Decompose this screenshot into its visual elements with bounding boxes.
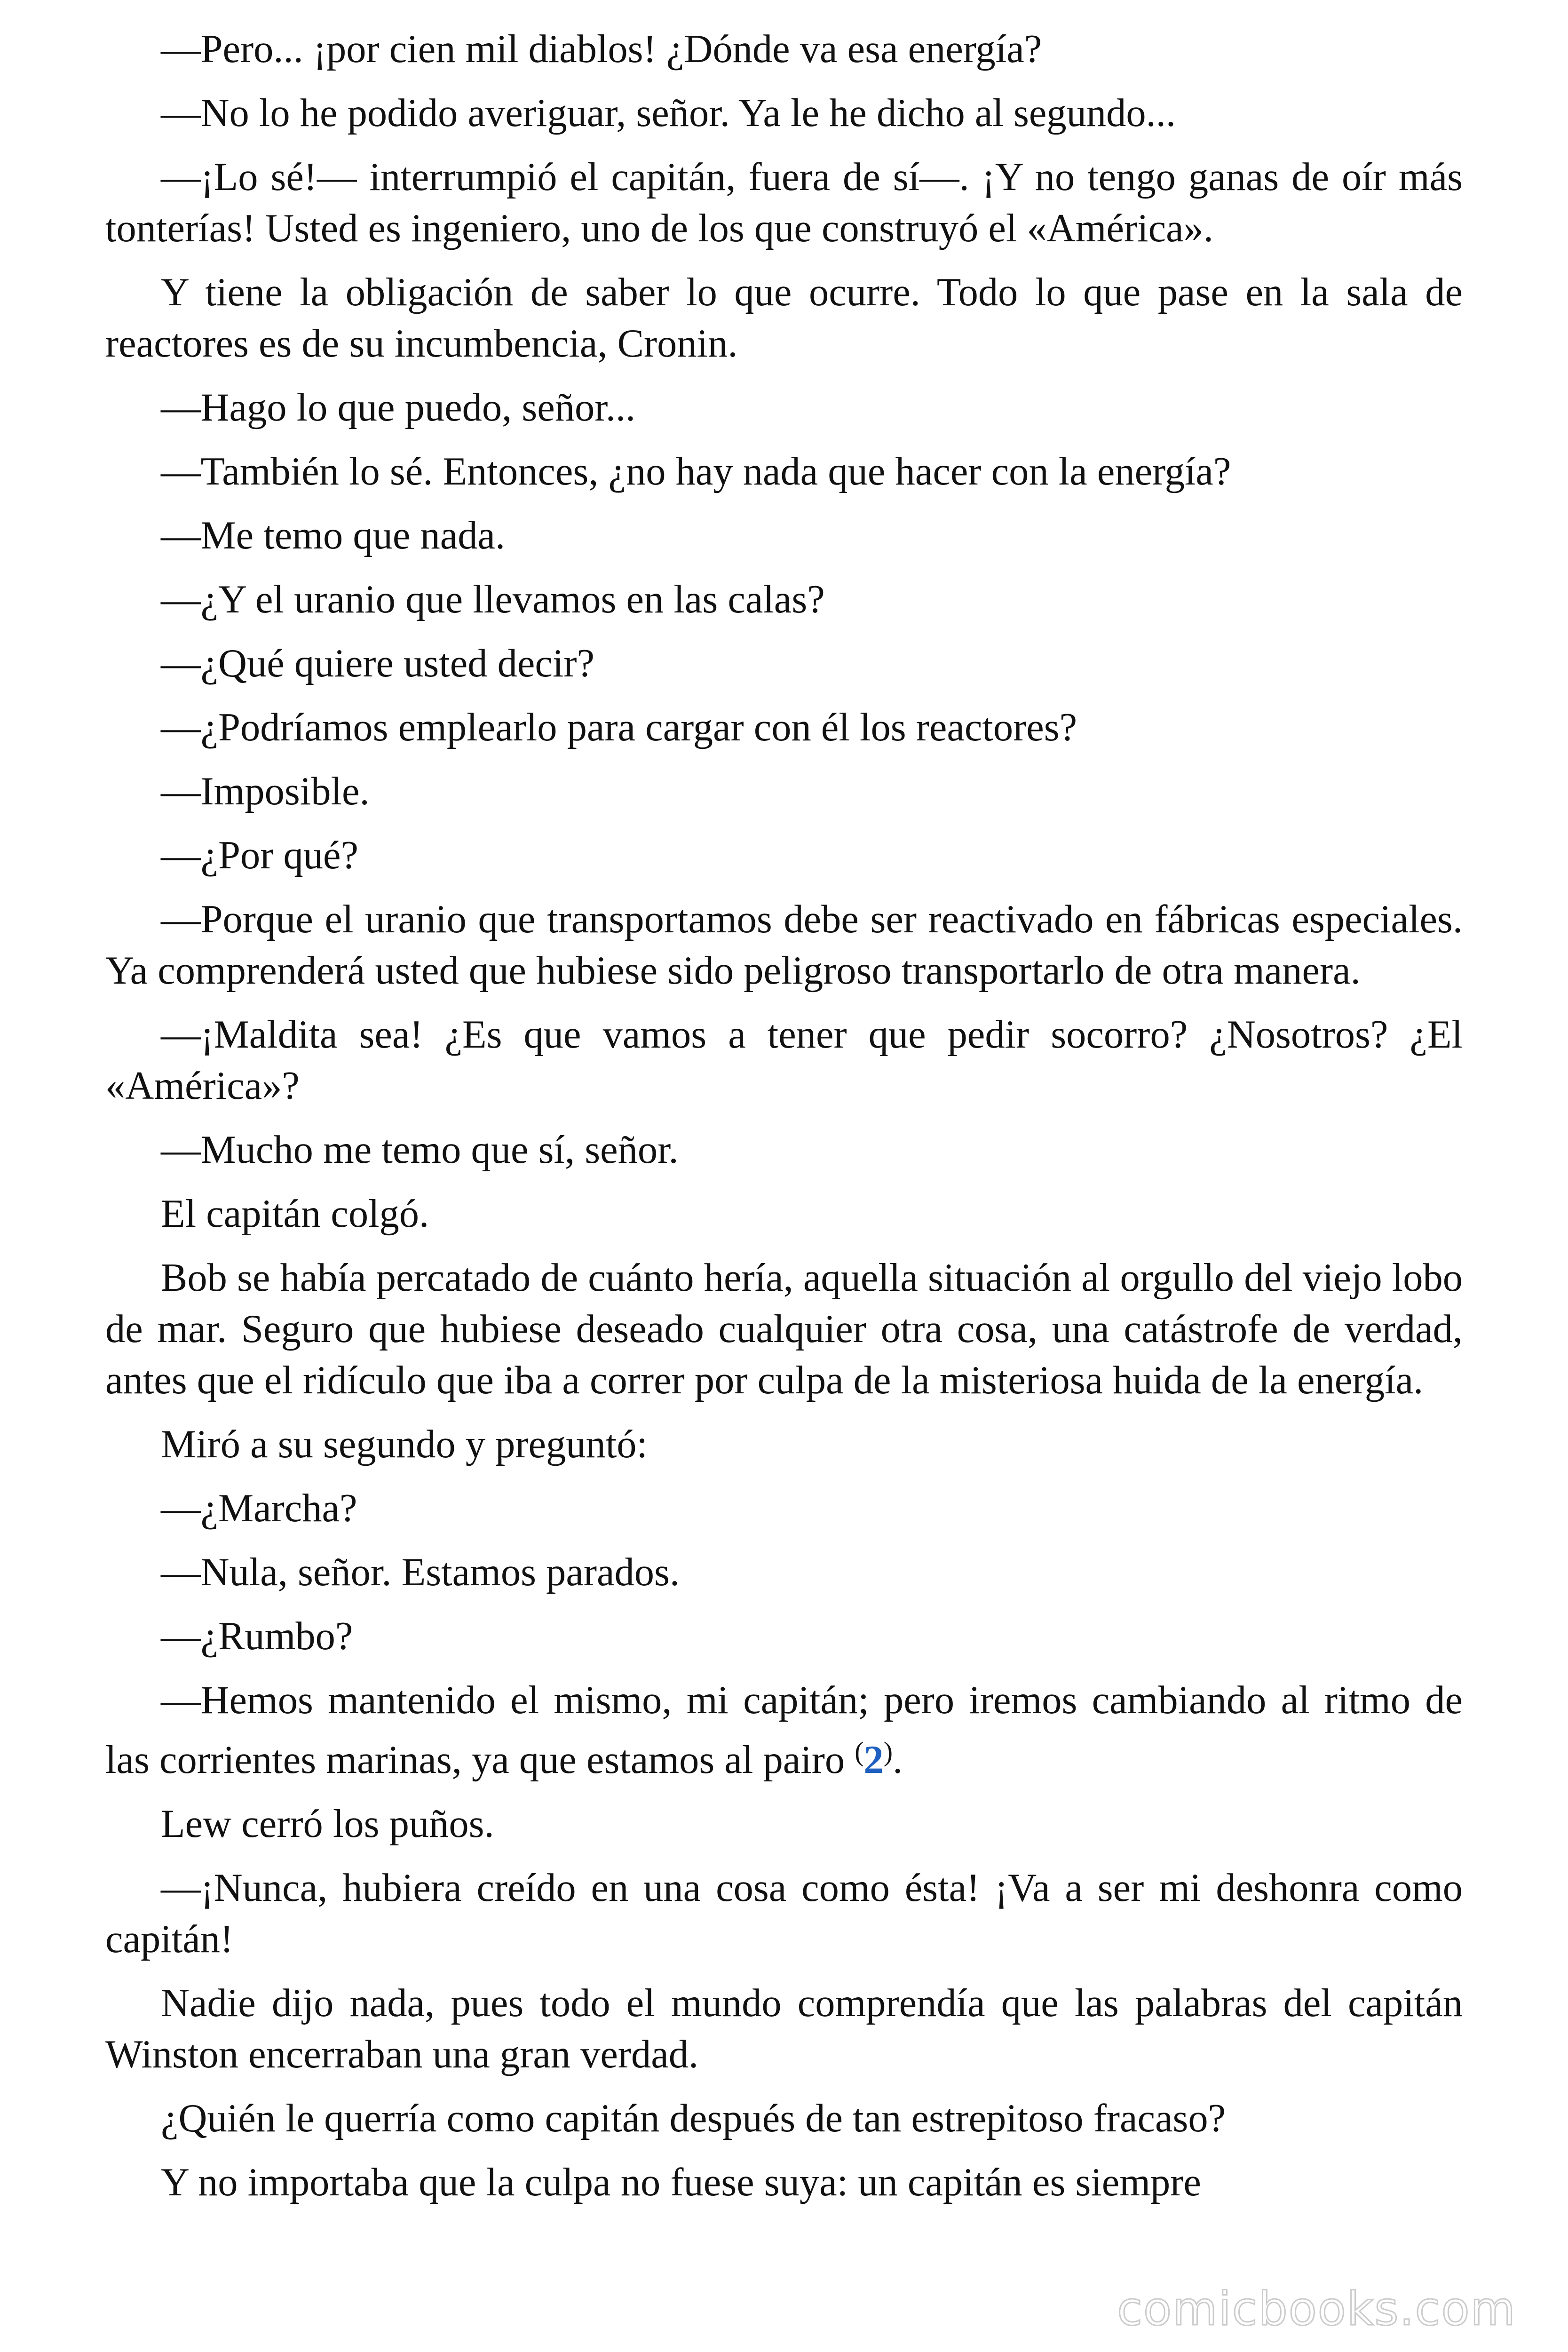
- paragraph: —Me temo que nada.: [161, 514, 506, 557]
- paragraph: —¡Lo sé!— interrumpió el capitán, fuera de sí—. ¡Y no tengo ganas de oír más tonterías! Usted es ingeniero, uno de los que construyó el «América».: [105, 155, 1463, 250]
- watermark: comicbooks.com: [1117, 2282, 1516, 2336]
- page-body: [105, 24, 1463, 2221]
- paragraph: —No lo he podido averiguar, señor. Ya le he dicho al segundo...: [161, 91, 1176, 135]
- paragraph: —Mucho me temo que sí, señor.: [161, 1128, 679, 1172]
- paragraph: Nadie dijo nada, pues todo el mundo comprendía que las palabras del capitán Winston encerraban una gran verdad.: [105, 1981, 1463, 2076]
- paragraph-with-footnote: [105, 1675, 1463, 1786]
- paragraph: —¿Podríamos emplearlo para cargar con él los reactores?: [161, 706, 1077, 749]
- paragraph: —Imposible.: [161, 770, 370, 813]
- paragraph: —¿Marcha?: [161, 1486, 357, 1530]
- paragraph: —¡Maldita sea! ¿Es que vamos a tener que pedir socorro? ¿Nosotros? ¿El «América»?: [105, 1013, 1463, 1108]
- paragraph: —¿Por qué?: [161, 834, 359, 877]
- paragraph: —Pero... ¡por cien mil diablos! ¿Dónde va esa energía?: [161, 27, 1042, 71]
- footnote-close-paren: ): [883, 1736, 893, 1767]
- footnote-open-paren: (: [855, 1736, 864, 1767]
- paragraph: —¿Rumbo?: [161, 1614, 353, 1658]
- paragraph: ¿Quién le querría como capitán después de tan estrepitoso fracaso?: [161, 2097, 1226, 2140]
- paragraph: Y tiene la obligación de saber lo que ocurre. Todo lo que pase en la sala de reactores es de su incumbencia, Cronin.: [105, 270, 1463, 366]
- paragraph: Y no importaba que la culpa no fuese suya: un capitán es siempre: [161, 2161, 1201, 2204]
- paragraph: —¿Y el uranio que llevamos en las calas?: [161, 578, 825, 621]
- paragraph: Miró a su segundo y preguntó:: [161, 1422, 648, 1466]
- paragraph: El capitán colgó.: [161, 1192, 429, 1236]
- paragraph-text: —Hemos mantenido el mismo, mi capitán; pero iremos cambiando al ritmo de las corrientes marinas, ya que estamos al pairo: [105, 1678, 1463, 1782]
- paragraph: —Porque el uranio que transportamos debe ser reactivado en fábricas especiales. Ya comprenderá usted que hubiese sido peligroso transportarlo de otra manera.: [105, 898, 1463, 993]
- paragraph: —¡Nunca, hubiera creído en una cosa como ésta! ¡Va a ser mi deshonra como capitán!: [105, 1866, 1463, 1961]
- paragraph: Lew cerró los puños.: [161, 1802, 494, 1846]
- paragraph: —Hago lo que puedo, señor...: [161, 386, 636, 429]
- paragraph: —¿Qué quiere usted decir?: [161, 642, 595, 685]
- paragraph: Bob se había percatado de cuánto hería, aquella situación al orgullo del viejo lobo de mar. Seguro que hubiese deseado cualquier otra cosa, una catástrofe de verdad, antes que el ridículo que iba a correr por culpa de la misteriosa huida de la energía.: [105, 1256, 1463, 1402]
- footnote-link[interactable]: 2: [863, 1738, 884, 1782]
- paragraph: —También lo sé. Entonces, ¿no hay nada que hacer con la energía?: [161, 450, 1231, 493]
- footnote-trailing-period: .: [893, 1738, 903, 1782]
- paragraph: —Nula, señor. Estamos parados.: [161, 1550, 680, 1594]
